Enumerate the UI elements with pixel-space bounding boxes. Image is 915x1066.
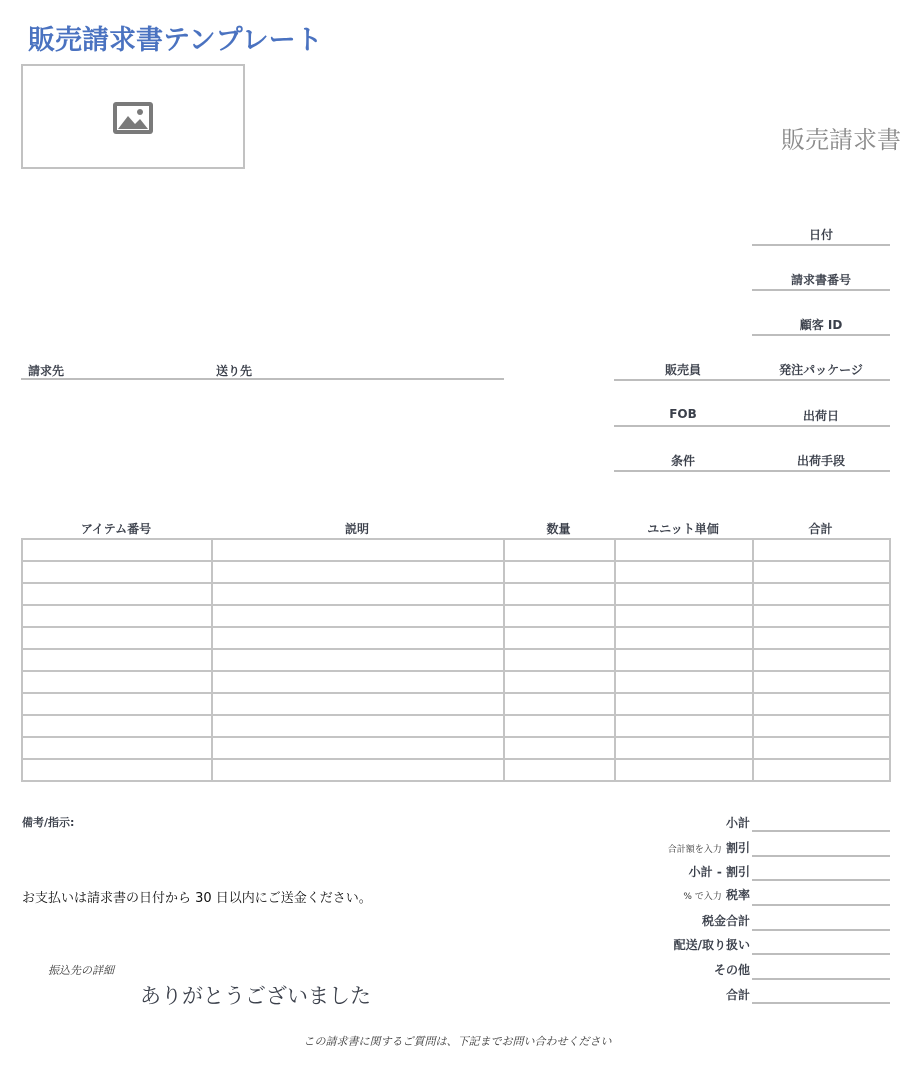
table-cell[interactable] — [22, 561, 212, 583]
discount-label — [600, 839, 750, 856]
table-cell[interactable] — [504, 649, 615, 671]
table-cell[interactable] — [753, 583, 890, 605]
table-cell[interactable] — [615, 649, 753, 671]
table-cell[interactable] — [753, 693, 890, 715]
table-cell[interactable] — [212, 693, 504, 715]
shipping-field[interactable] — [752, 953, 890, 955]
table-cell[interactable] — [753, 759, 890, 781]
table-row — [22, 671, 890, 693]
table-cell[interactable] — [22, 737, 212, 759]
customer-id-field[interactable] — [752, 316, 890, 336]
tax-rate-label — [600, 886, 750, 903]
table-cell[interactable] — [212, 561, 504, 583]
col-item-number: アイテム番号 — [80, 522, 152, 536]
table-cell[interactable] — [615, 561, 753, 583]
table-cell[interactable] — [615, 583, 753, 605]
table-cell[interactable] — [615, 627, 753, 649]
table-cell[interactable] — [22, 649, 212, 671]
table-cell[interactable] — [753, 737, 890, 759]
table-cell[interactable] — [504, 605, 615, 627]
tax-rate-field[interactable] — [752, 904, 890, 906]
other-label: その他 — [713, 963, 750, 977]
table-cell[interactable] — [212, 539, 504, 561]
invoice-number-field[interactable] — [752, 271, 890, 291]
terms-field[interactable] — [614, 452, 752, 472]
table-cell[interactable] — [504, 627, 615, 649]
logo-placeholder[interactable] — [21, 64, 245, 169]
table-row — [22, 693, 890, 715]
discount-hint: 合計額を入力 — [667, 845, 722, 855]
payment-terms-note: お支払いは請求書の日付から 30 日以内にご送金ください。 — [22, 891, 372, 906]
other-field[interactable] — [752, 978, 890, 980]
table-cell[interactable] — [504, 737, 615, 759]
salesperson-field[interactable] — [614, 361, 752, 381]
table-cell[interactable] — [22, 539, 212, 561]
terms-label: 条件 — [670, 454, 695, 468]
table-row — [22, 737, 890, 759]
table-cell[interactable] — [504, 759, 615, 781]
tax-rate-text: 税率 — [725, 888, 750, 902]
ship-method-field[interactable] — [752, 452, 890, 472]
table-cell[interactable] — [615, 539, 753, 561]
po-package-label: 発注パッケージ — [779, 363, 863, 377]
col-unit-price: ユニット単価 — [647, 522, 719, 536]
table-cell[interactable] — [615, 693, 753, 715]
table-cell[interactable] — [615, 715, 753, 737]
table-cell[interactable] — [22, 693, 212, 715]
po-package-field[interactable] — [752, 361, 890, 381]
ship-date-label: 出荷日 — [802, 409, 839, 423]
contact-footer: この請求書に関するご質問は、下記までお問い合わせください — [303, 1035, 612, 1048]
discount-text: 割引 — [725, 841, 750, 855]
table-cell[interactable] — [753, 627, 890, 649]
table-cell[interactable] — [504, 715, 615, 737]
table-cell[interactable] — [212, 759, 504, 781]
tax-total-field[interactable] — [752, 929, 890, 931]
grand-total-field[interactable] — [752, 1002, 890, 1004]
customer-id-label: 顧客 ID — [799, 318, 843, 332]
table-row — [22, 583, 890, 605]
tax-rate-hint: % で入力 — [683, 892, 722, 902]
table-cell[interactable] — [212, 627, 504, 649]
notes-label: 備考/指示: — [22, 816, 75, 829]
subtotal-less-discount-label: 小計 - 割引 — [688, 865, 750, 879]
shipping-label: 配送/取り扱い — [673, 938, 750, 952]
table-cell[interactable] — [504, 539, 615, 561]
table-cell[interactable] — [22, 605, 212, 627]
table-cell[interactable] — [615, 605, 753, 627]
table-cell[interactable] — [504, 671, 615, 693]
col-total: 合計 — [808, 522, 833, 536]
table-cell[interactable] — [504, 693, 615, 715]
table-cell[interactable] — [753, 561, 890, 583]
table-cell[interactable] — [504, 583, 615, 605]
col-quantity: 数量 — [546, 522, 571, 536]
table-cell[interactable] — [22, 759, 212, 781]
table-cell[interactable] — [212, 715, 504, 737]
grand-total-label: 合計 — [725, 988, 750, 1002]
table-cell[interactable] — [22, 715, 212, 737]
table-cell[interactable] — [22, 671, 212, 693]
table-cell[interactable] — [212, 583, 504, 605]
address-divider — [21, 378, 504, 380]
invoice-number-label: 請求書番号 — [790, 273, 851, 287]
date-field[interactable] — [752, 226, 890, 246]
subtotal-field[interactable] — [752, 830, 890, 832]
fob-field[interactable] — [614, 407, 752, 427]
table-cell[interactable] — [22, 627, 212, 649]
template-title: 販売請求書テンプレート — [28, 25, 323, 56]
transfer-details-label: 振込先の詳細 — [48, 964, 114, 977]
table-row — [22, 605, 890, 627]
table-cell[interactable] — [615, 671, 753, 693]
table-cell[interactable] — [753, 715, 890, 737]
table-cell[interactable] — [22, 583, 212, 605]
table-row — [22, 561, 890, 583]
table-row — [22, 715, 890, 737]
invoice-heading: 販売請求書 — [781, 126, 901, 154]
table-cell[interactable] — [504, 561, 615, 583]
tax-total-label: 税金合計 — [701, 914, 750, 928]
discount-field[interactable] — [752, 855, 890, 857]
table-cell[interactable] — [753, 649, 890, 671]
items-table — [21, 538, 891, 782]
salesperson-label: 販売員 — [664, 363, 701, 377]
subtotal-less-discount-field[interactable] — [752, 879, 890, 881]
ship-date-field[interactable] — [752, 407, 890, 427]
table-cell[interactable] — [753, 671, 890, 693]
table-row — [22, 539, 890, 561]
table-cell[interactable] — [212, 671, 504, 693]
table-cell[interactable] — [753, 605, 890, 627]
subtotal-label: 小計 — [725, 816, 750, 830]
bill-to-label: 請求先 — [28, 364, 65, 378]
col-description: 説明 — [344, 522, 369, 536]
table-row — [22, 759, 890, 781]
ship-to-label: 送り先 — [216, 364, 253, 378]
fob-label: FOB — [669, 407, 697, 421]
ship-method-label: 出荷手段 — [796, 454, 845, 468]
table-cell[interactable] — [753, 539, 890, 561]
table-cell[interactable] — [212, 737, 504, 759]
thank-you-message: ありがとうございました — [140, 984, 371, 1008]
table-cell[interactable] — [212, 649, 504, 671]
date-label: 日付 — [808, 228, 833, 242]
table-cell[interactable] — [615, 759, 753, 781]
table-cell[interactable] — [212, 605, 504, 627]
table-row — [22, 627, 890, 649]
image-placeholder-icon — [111, 100, 155, 136]
table-row — [22, 649, 890, 671]
table-cell[interactable] — [615, 737, 753, 759]
